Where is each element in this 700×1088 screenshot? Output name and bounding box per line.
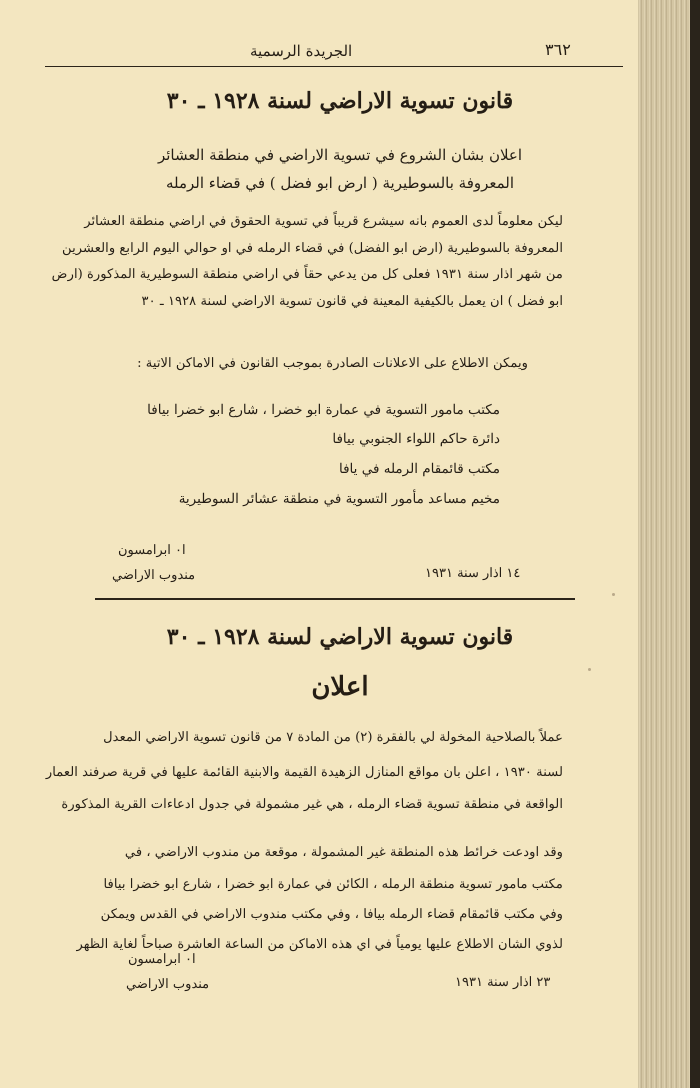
notice2-paragraph1-line: لسنة ١٩٣٠ ، اعلن بان مواقع المنازل الزهيدة القيمة والابنية القائمة عليها في قرية صرفند العمار <box>45 765 563 780</box>
notice2-paragraph1-line: عملاً بالصلاحية المخولة لي بالفقرة (٢) من المادة ٧ من قانون تسوية الاراضي المعدل <box>103 730 563 745</box>
notice2-signatory-title: مندوب الاراضي <box>126 977 210 992</box>
notice2-paragraph2-line: وفي مكتب قائمقام قضاء الرمله بيافا ، وفي مكتب مندوب الاراضي في القدس ويمكن <box>100 907 563 922</box>
book-edge-shadow <box>690 0 700 1088</box>
page-number: ٣٦٢ <box>545 40 571 59</box>
notice1-subtitle-line: المعروفة بالسوطيرية ( ارض ابو فضل ) في قضاء الرمله <box>165 174 515 192</box>
notice1-places-intro: ويمكن الاطلاع على الاعلانات الصادرة بموجب القانون في الاماكن الاتية : <box>137 356 528 371</box>
notice2-paragraph2-line: مكتب مامور تسوية منطقة الرمله ، الكائن في عمارة ابو خضرا ، شارع ابو خضرا بيافا <box>103 877 563 892</box>
header-rule <box>45 66 623 67</box>
notice1-title: قانون تسوية الاراضي لسنة ١٩٢٨ ـ ٣٠ <box>166 88 514 114</box>
notice1-place-item: مكتب قائمقام الرمله في يافا <box>338 461 500 477</box>
paper-speck <box>588 668 591 671</box>
notice1-paragraph-line: من شهر اذار سنة ١٩٣١ فعلى كل من يدعي حقاً في اراضي منطقة السوطيرية المذكورة (ارض <box>51 267 563 282</box>
notice2-paragraph2-line: وقد اودعت خرائط هذه المنطقة غير المشمولة ، موقعة من مندوب الاراضي ، في <box>124 845 563 860</box>
gazette-header-title: الجريدة الرسمية <box>250 42 353 60</box>
notice2-title: قانون تسوية الاراضي لسنة ١٩٢٨ ـ ٣٠ <box>166 624 514 650</box>
notice1-date: ١٤ اذار سنة ١٩٣١ <box>425 566 521 581</box>
notice1-paragraph-line: ابو فضل ) ان يعمل بالكيفية المعينة في قانون تسوية الاراضي لسنة ١٩٢٨ ـ ٣٠ <box>141 294 563 309</box>
notice1-signatory-title: مندوب الاراضي <box>112 568 196 583</box>
notice1-subtitle-line: اعلان بشان الشروع في تسوية الاراضي في منطقة العشائر <box>157 146 523 164</box>
notice2-date: ٢٣ اذار سنة ١٩٣١ <box>455 975 551 990</box>
notice2-paragraph1-line: الواقعة في منطقة تسوية قضاء الرمله ، هي غير مشمولة في جدول ادعاءات القرية المذكورة <box>61 797 563 812</box>
paper-speck <box>612 593 615 596</box>
notice1-place-item: مكتب مامور التسوية في عمارة ابو خضرا ، شارع ابو خضرا بيافا <box>147 402 500 418</box>
notice1-paragraph-line: ليكن معلوماً لدى العموم بانه سيشرع قريباً في تسوية الحقوق في اراضي منطقة العشائر <box>84 214 563 229</box>
notice1-place-item: مخيم مساعد مأمور التسوية في منطقة عشائر السوطيرية <box>178 491 500 507</box>
notice1-paragraph-line: المعروفة بالسوطيرية (ارض ابو الفضل) في قضاء الرمله في او حوالي اليوم الرابع والعشرين <box>62 241 563 256</box>
notice2-heading: اعلان <box>311 672 369 702</box>
notice1-signatory-name: ا٠ ابرامسون <box>118 543 186 558</box>
notice1-place-item: دائرة حاكم اللواء الجنوبي بيافا <box>332 431 500 447</box>
notice2-paragraph2-line: لذوي الشان الاطلاع عليها يومياً في اي هذه الاماكن من الساعة العاشرة صباحاً لغاية الظهر <box>76 937 563 952</box>
notice2-signatory-name: ا٠ ابرامسون <box>128 952 196 967</box>
section-divider <box>95 598 575 600</box>
